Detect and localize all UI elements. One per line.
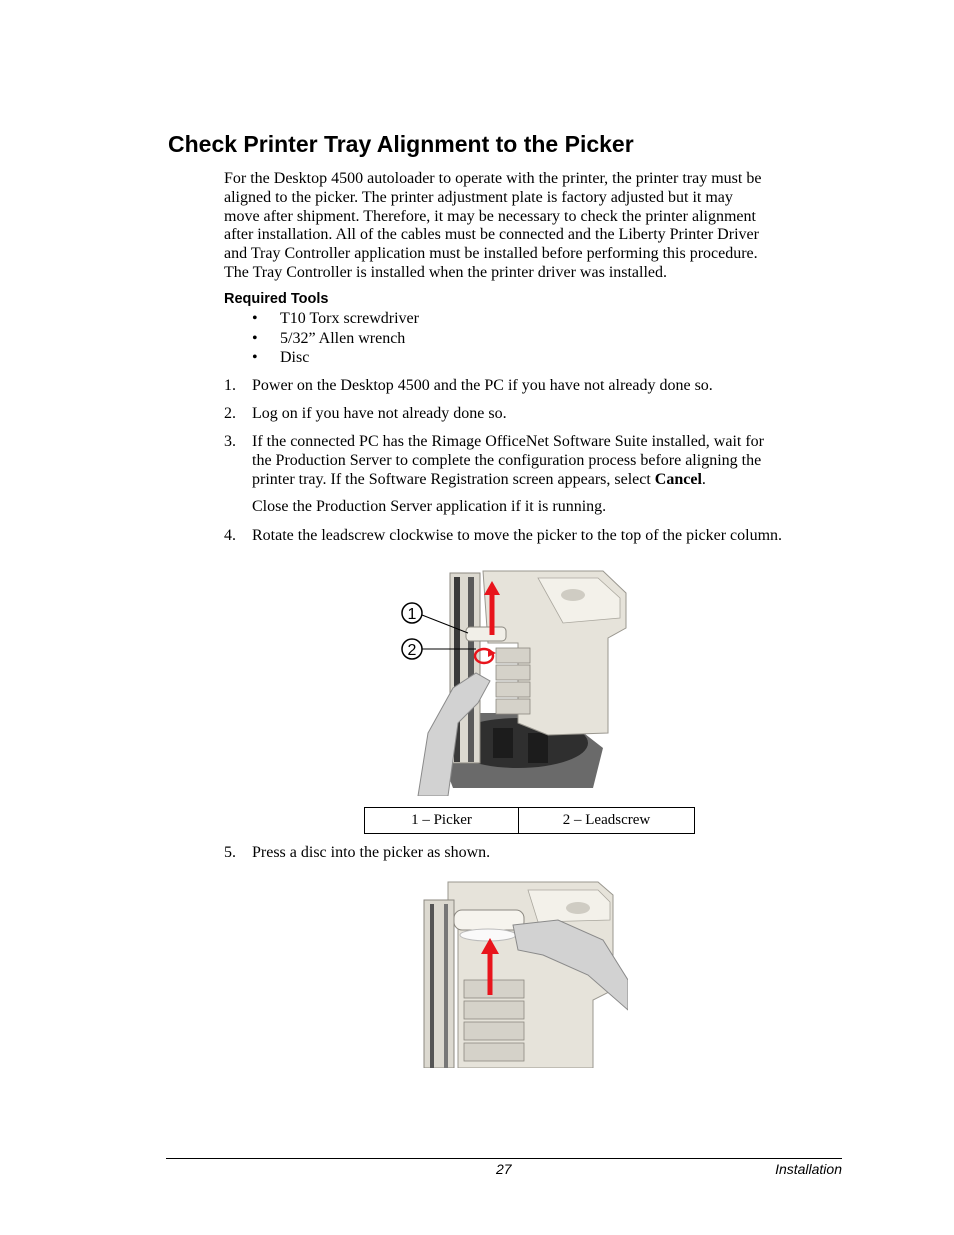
step-number: 5.: [224, 844, 236, 861]
printer-buttons: [561, 589, 585, 601]
intro-line: and Tray Controller application must be installed before performing this procedure.: [224, 245, 758, 263]
list-item: [252, 329, 419, 349]
step-line-end: .: [701, 470, 706, 488]
list-item: [252, 348, 419, 368]
intro-line: move after shipment. Therefore, it may be necessary to check the printer alignment: [224, 207, 756, 225]
picker-column: [424, 900, 454, 1068]
step-number: 2.: [224, 405, 236, 422]
drive-bay: [496, 699, 530, 714]
column-rail: [444, 904, 448, 1068]
press-disc-figure: [418, 880, 628, 1068]
list-item: [252, 309, 419, 329]
tool-label: Disc: [280, 349, 310, 367]
footer-section-name: Installation: [775, 1161, 842, 1177]
drive-bay: [464, 980, 524, 998]
step-line-text: printer tray. If the Software Registration screen appears, select: [252, 470, 655, 488]
callout-leadscrew-cell: 2 – Leadscrew: [519, 808, 695, 834]
step-text: [252, 433, 844, 517]
required-tools-list: [252, 309, 419, 368]
step-text: Power on the Desktop 4500 and the PC if you have not already done so.: [252, 377, 713, 394]
step-text: Press a disc into the picker as shown.: [252, 844, 491, 861]
drive-bay: [496, 648, 530, 663]
intro-paragraph: [224, 170, 844, 283]
step-number: 1.: [224, 377, 236, 394]
bullet-icon: •: [252, 349, 258, 367]
disc-bin: [493, 728, 513, 758]
disc-bin: [528, 733, 548, 763]
step-number: 3.: [224, 433, 236, 450]
cancel-keyword: Cancel: [654, 470, 702, 488]
callout-number-2: 2: [407, 642, 417, 659]
page-title: Check Printer Tray Alignment to the Picker: [168, 131, 634, 157]
column-rail: [430, 904, 434, 1068]
intro-line: after installation. All of the cables must be connected and the Liberty Printer Driver: [224, 226, 759, 244]
column-rail: [468, 577, 474, 762]
printer-buttons: [566, 902, 590, 914]
autoloader-picker-figure: [398, 563, 634, 796]
callout-picker-cell: 1 – Picker: [365, 808, 519, 834]
callouts-table: [364, 807, 695, 834]
step-text: Rotate the leadscrew clockwise to move the picker to the top of the picker column.: [252, 527, 783, 544]
step-text: Log on if you have not already done so.: [252, 405, 507, 422]
bullet-icon: •: [252, 329, 258, 347]
picker-arm: [466, 627, 506, 641]
callout-number-1: 1: [407, 606, 417, 623]
intro-line: aligned to the picker. The printer adjustment plate is factory adjusted but it may: [224, 188, 733, 206]
step-line: If the connected PC has the Rimage OfficeNet Software Suite installed, wait for: [252, 433, 764, 450]
tool-label: 5/32” Allen wrench: [280, 329, 406, 347]
step-number: 4.: [224, 527, 236, 544]
intro-line: The Tray Controller is installed when the printer driver was installed.: [224, 263, 668, 281]
step-line: [252, 471, 844, 490]
intro-line: For the Desktop 4500 autoloader to operate with the printer, the printer tray must be: [224, 170, 762, 187]
table-row: [365, 808, 695, 834]
drive-bay: [464, 1043, 524, 1061]
required-tools-heading: Required Tools: [224, 291, 329, 307]
drive-bay: [464, 1022, 524, 1040]
step-note: Close the Production Server application if it is running.: [252, 498, 607, 516]
tool-label: T10 Torx screwdriver: [280, 310, 419, 327]
step-line: the Production Server to complete the configuration process before aligning the: [252, 451, 762, 469]
drive-bay: [496, 682, 530, 697]
disc: [460, 929, 516, 941]
bullet-icon: •: [252, 310, 258, 327]
footer-divider: [166, 1158, 842, 1159]
drive-bay: [464, 1001, 524, 1019]
drive-bay: [496, 665, 530, 680]
footer-page-number: 27: [496, 1161, 512, 1177]
